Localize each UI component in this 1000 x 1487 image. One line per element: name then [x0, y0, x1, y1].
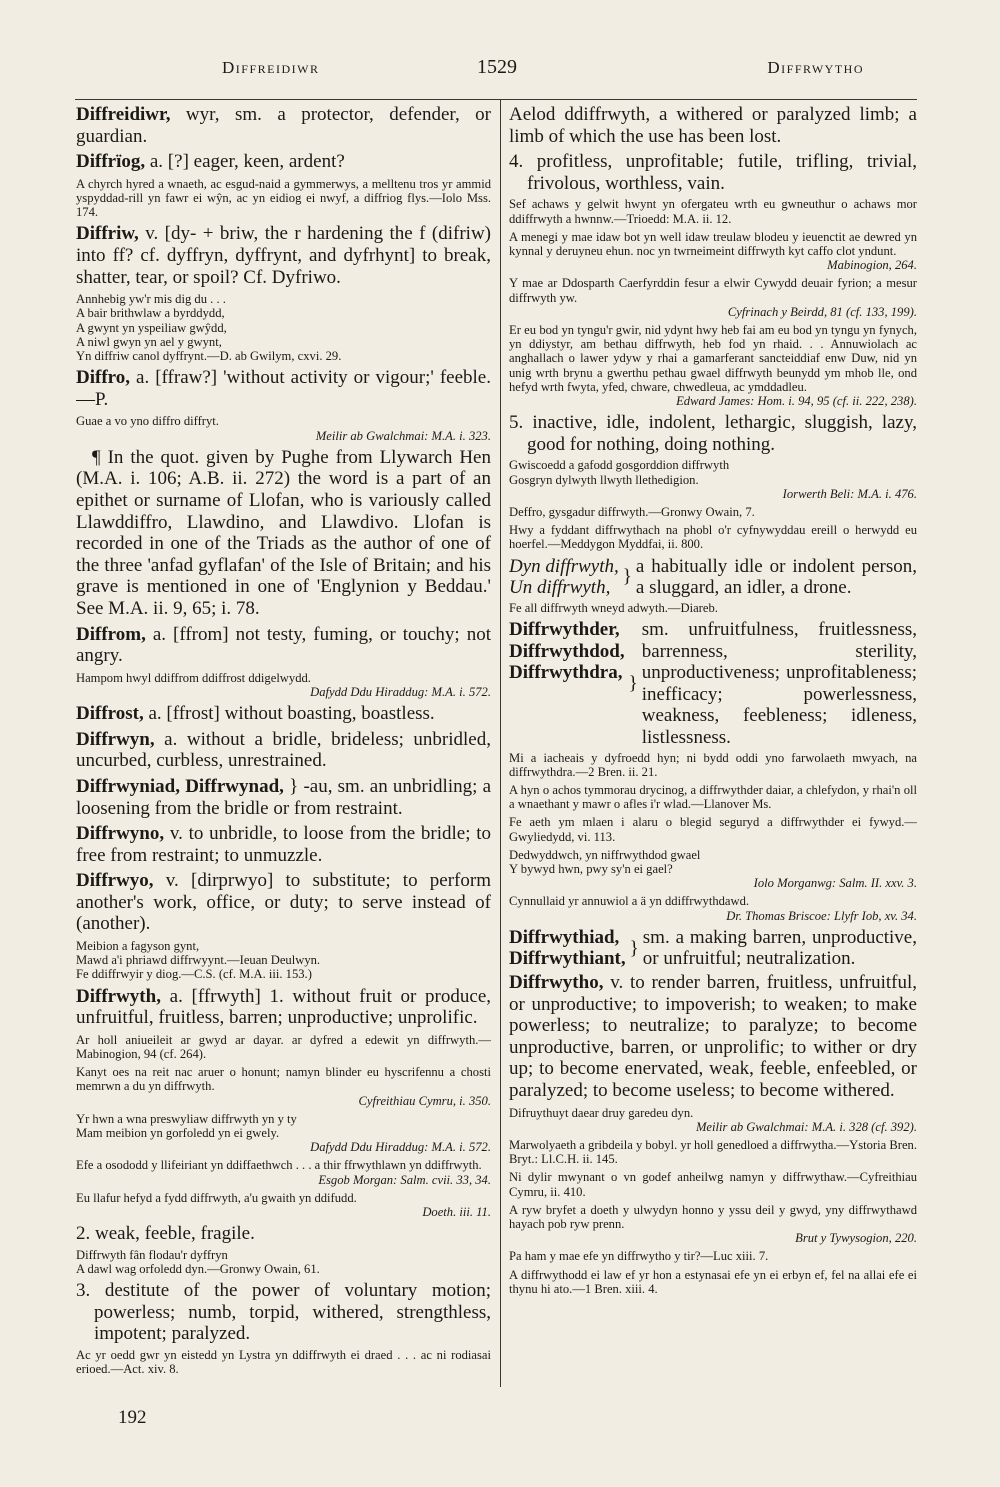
definition: a. [ffrom] not testy, fuming, or touchy; not angry. [76, 623, 491, 667]
quotation-text: A diffrwythodd ei law ef yr hon a estynasai efe yn ei erbyn ef, fel na allai efe ei thynu hi ato.—1 Bren. xiii. 4. [509, 1267, 917, 1296]
signature-mark: 192 [118, 1407, 147, 1428]
quotation [509, 1138, 917, 1166]
verse-line: Yn diffriw canol dyffrynt.—D. ab Gwilym, cxvi. 29. [76, 348, 342, 363]
quotation-source: Iorwerth Beli: M.A. i. 476. [782, 486, 917, 501]
quotation-text: Fe ddiffrwyir y diog.—C.S. (cf. M.A. iii. 153.) [76, 967, 312, 982]
headword: Diffrwythiant, [509, 948, 626, 970]
quotation-source: Doeth. iii. 11. [422, 1205, 491, 1220]
phrase: Dyn diffrwyth, [509, 555, 619, 577]
entry-diffrom [76, 624, 491, 667]
quotation [76, 1033, 491, 1061]
verse-line: Gwiscoedd a gafodd gosgorddion diffrwyth [509, 458, 730, 473]
entry-diffrwyth [76, 986, 491, 1029]
quotation-text: Efe a osododd y llifeiriant yn ddiffaethwch . . . a thir ffrwythlawn yn ddiffrwyth. [76, 1158, 482, 1173]
quotation-source: Edward James: Hom. i. 94, 95 (cf. ii. 222, 238). [676, 394, 917, 409]
entry-diffrwytho [509, 972, 917, 1102]
right-column [509, 104, 917, 1404]
entry-diffrwythiad [509, 927, 917, 970]
headword: Diffrwyno, [76, 823, 165, 845]
quotation-text: Fe aeth ym mlaen i alaru o blegid seguryd a diffrwythder ei fywyd.—Gwyliedydd, vi. 113. [509, 815, 917, 844]
quotation-text: Ni dylir mwynant o vn godef anheilwg namyn y diffrwythaw.—Cyfreithiau Cymru, ii. 410. [509, 1170, 917, 1199]
quotation [76, 1191, 491, 1219]
header-left-guideword: Diffreidiwr [222, 58, 320, 77]
definition: wyr, sm. a protector, defender, or guardian. [76, 104, 491, 147]
quotation-text: Ar holl aniueileit ar gwyd ar dayar. ar dyfred a edewit yn diffrwyth.—Mabinogion, 94 (cf. 264). [76, 1032, 491, 1062]
headword: Diffrwyniad, [76, 775, 180, 797]
brace: } [622, 566, 632, 588]
entry-diffriw [76, 223, 491, 288]
quotation-text: Ac yr oedd gwr yn eistedd yn Lystra yn ddiffrwyth ei draed . . . ac ni rodiasai erioed.—Act. xiv. 8. [76, 1348, 491, 1377]
headword: Diffrost, [76, 703, 144, 725]
quotation [76, 939, 491, 982]
continued-sense: Aelod ddiffrwyth, a withered or paralyzed limb; a limb of which the use has been lost. [509, 104, 917, 147]
verse-line: Mam meibion yn gorfoledd yn ei gwely. [76, 1126, 280, 1141]
headword: Diffrwythiad, [509, 926, 620, 948]
quotation-text: Kanyt oes na reit nac aruer o honunt; namyn blinder eu hyscrifennu a chosti memrwn a du yn diffrwyth. [76, 1065, 491, 1094]
brace: } [628, 673, 638, 694]
quotation [509, 848, 917, 891]
quotation [509, 1203, 917, 1246]
quotation [509, 894, 917, 922]
quotation-text: Sef achaws y gelwit hwynt yn ofergateu wrth eu gwneuthur o achaws mor ddiffrwyth a hwnnw.—Trioedd: M.A. ii. 12. [509, 197, 917, 226]
headword: Diffrwythdod, [509, 640, 625, 662]
verse-line: A bair brithwlaw a byrddydd, [76, 306, 225, 321]
quotation-text: Marwolyaeth a gribdeila y bobyl. yr holl genedloed a diffrwytha.—Ystoria Bren. Bryt.: Ll.C.H. ii. 145. [509, 1137, 917, 1167]
brace-heads [509, 927, 626, 970]
verse-line: A dawl wag orfoledd dyn.—Gronwy Owain, 61. [76, 1262, 320, 1277]
sense-3: 3. destitute of the power of voluntary motion; powerless; numb, torpid, withered, strengthless, impotent; paralyzed. [76, 1280, 491, 1345]
quotation [509, 1268, 917, 1296]
entry-diffrost [76, 703, 491, 725]
definition: a. [ffrost] without boasting, boastless. [143, 703, 435, 725]
entry-diffrwyn [76, 729, 491, 772]
header-right-guideword: Diffrwytho [767, 58, 864, 77]
headword: Diffrwynad, [185, 775, 284, 797]
column-divider [500, 99, 501, 1387]
headword: Diffrwyth, [76, 985, 161, 1007]
definition: } -au, sm. an unbridling; a loosening from the bridle or from restraint. [76, 775, 491, 819]
brace-heads [509, 556, 619, 599]
quotation-source: Iolo Morganwg: Salm. II. xxv. 3. [753, 876, 917, 891]
running-header [70, 58, 950, 88]
quotation [509, 815, 917, 843]
quotation [509, 458, 917, 501]
headword: Diffrwytho, [509, 972, 604, 993]
verse-line: A gwynt yn yspeiliaw gwŷdd, [76, 320, 227, 335]
sense-5: 5. inactive, idle, indolent, lethargic, sluggish, lazy, good for nothing, doing nothing. [509, 412, 917, 455]
headword: Diffrwyo, [76, 870, 154, 892]
quotation-text: A menegi y mae idaw bot yn well idaw treulaw blodeu y ieuenctit ae dewred yn kynnal y deruyneu ehun. noc yn twrneimeint diffrwyth kyt caffo clot yndunt. [509, 229, 917, 258]
phrase-dyn-diffrwyth [509, 556, 917, 599]
editorial-note: ¶ In the quot. given by Pughe from Llywarch Hen (M.A. i. 106; A.B. ii. 272) the word is a part of an epithet or surname of Llofan, who is variously called Llawddiffro, Llawdino, and Llawdivo. Llofan is recorded in one of the Triads as the author of one of the three 'anfad gyflafan' of the Isle of Britain; and his grave is mentioned in one of 'Englynion y Beddau.' See M.A. ii. 9, 65; i. 78. [76, 446, 491, 619]
quotation-text: Guae a vo yno diffro diffryt. [76, 414, 219, 429]
quotation [509, 523, 917, 551]
quotation-source: Cyfrinach y Beirdd, 81 (cf. 133, 199). [727, 304, 917, 319]
quotation [76, 1158, 491, 1186]
quotation-text: Cynnullaid yr annuwiol a ä yn ddiffrwythdawd. [509, 894, 750, 909]
quotation [509, 230, 917, 273]
quotation-text: Mi a iacheais y dyfroedd hyn; ni bydd oddi yno farwolaeth mwyach, na diffrwythdra.—2 Bren. ii. 21. [509, 750, 917, 779]
quotation-text: Fe all diffrwyth wneyd adwyth.—Diareb. [509, 600, 718, 615]
headword: Diffrwyn, [76, 728, 155, 750]
quotation-source: Dafydd Ddu Hiraddug: M.A. i. 572. [310, 1140, 491, 1155]
quotation [76, 1112, 491, 1155]
entry-diffriog [76, 151, 491, 173]
left-column [76, 104, 491, 1444]
definition: a. [?] eager, keen, ardent? [145, 151, 345, 173]
verse-line: Y bywyd hwn, pwy sy'n ei gael? [509, 862, 673, 876]
quotation-text: Eu llafur hefyd a fydd diffrwyth, a'u gwaith yn ddifudd. [76, 1190, 357, 1205]
brace: } [629, 937, 639, 959]
headword: Diffriw, [76, 223, 139, 245]
quotation [76, 414, 491, 442]
quotation-text: Pa ham y mae efe yn diffrwytho y tir?—Luc xiii. 7. [509, 1249, 769, 1264]
phrase: Un diffrwyth, [509, 577, 611, 599]
quotation [76, 177, 491, 220]
quotation [76, 1248, 491, 1276]
quotation [509, 1106, 917, 1134]
quotation-source: Meilir ab Gwalchmai: M.A. i. 328 (cf. 392). [695, 1119, 917, 1134]
quotation-text: Difruythuyt daear druy garedeu dyn. [509, 1105, 694, 1120]
quotation [509, 751, 917, 779]
entry-diffro [76, 367, 491, 410]
verse-line: Mawd a'i phriawd diffrwyynt.—Ieuan Deulwyn. [76, 953, 321, 968]
quotation-text: Y mae ar Ddosparth Caerfyrddin fesur a elwir Cywydd deuair fyrion; a mesur diffrwyth yw. [509, 276, 917, 305]
quotation [76, 292, 491, 363]
sense-2: 2. weak, feeble, fragile. [76, 1223, 255, 1245]
definition: a. [ffraw?] 'without activity or vigour;' feeble.—P. [76, 367, 491, 410]
definition: a. without a bridle, brideless; unbridled, uncurbed, curbless, unrestrained. [76, 728, 491, 772]
quotation [509, 783, 917, 811]
quotation [509, 197, 917, 225]
page-number: 1529 [477, 56, 517, 78]
verse-line: Annhebig yw'r mis dig du . . . [76, 292, 226, 307]
quotation [509, 1170, 917, 1198]
quotation-source: Brut y Tywysogion, 220. [795, 1231, 917, 1246]
quotation [509, 601, 917, 615]
quotation-source: Dafydd Ddu Hiraddug: M.A. i. 572. [310, 684, 491, 699]
quotation [509, 323, 917, 408]
definition: v. to render barren, fruitless, unfruitful, or unproductive; to impoverish; to weaken; to make powerless; to neutralize; to paralyze; to become unproductive, barren, or unprolific; to wither or dry up; to become enervated, weak, feeble, enfeebled, or paralyzed; to become useless; to become withered. [509, 972, 917, 1101]
verse-line: Dedwyddwch, yn niffrwythdod gwael [509, 847, 701, 862]
entry-diffrwyniad [76, 776, 491, 819]
quotation-source: Mabinogion, 264. [827, 258, 917, 273]
brace-heads [509, 619, 625, 749]
quotation-text: A chyrch hyred a wnaeth, ac esgud-naid a gymmerwys, a melltenu tros yr ammid yspyddad-rill yn fawr ei wŷn, ac yn eidiog ei nwyf, a diffriog flys.—Iolo Mss. 174. [76, 176, 491, 220]
quotation-text: A ryw bryfet a doeth y ulwydyn honno y yssu deil y gwyd, yny diffrwythawd hayach pob ryw prenn. [509, 1202, 917, 1231]
definition: sm. a making barren, unproductive, or unfruitful; neutralization. [642, 926, 917, 970]
quotation [76, 671, 491, 699]
headword: Diffrom, [76, 623, 146, 645]
header-rule [75, 99, 917, 100]
quotation-text: A hyn o achos tymmorau drycinog, a diffrwythder daiar, a chlefydon, y rhai'n oll a wnaethant y mawr o afles i'r wlad.—Llanover Ms. [509, 782, 917, 812]
headword: Diffrïog, [76, 151, 146, 173]
quotation [509, 505, 917, 519]
quotation [76, 1348, 491, 1376]
quotation [76, 1065, 491, 1108]
quotation-source: Esgob Morgan: Salm. cvii. 33, 34. [318, 1172, 491, 1187]
quotation-text: Deffro, gysgadur diffrwyth.—Gronwy Owain, 7. [509, 505, 755, 520]
definition: a habitually idle or indolent person, a sluggard, an idler, a drone. [635, 555, 917, 599]
headword: Diffrwythdra, [509, 662, 623, 684]
definition: v. [dy- + briw, the r hardening the f (difriw) into ff? cf. dyffryn, dyffrynt, and dyfrhynt] to break, shatter, tear, or spoil? Cf. Dyfriwo. [76, 223, 491, 288]
definition: sm. unfruitfulness, fruitlessness, barrenness, sterility, unproductiveness; unprofitableness; inefficacy; powerlessness, weakness, feebleness; idleness, listlessness. [641, 619, 917, 748]
verse-line: Meibion a fagyson gynt, [76, 939, 200, 954]
quotation [509, 1249, 917, 1263]
verse-line: Gosgryn dylwyth llwyth llethedigion. [509, 472, 699, 487]
entry-diffreidiwr [76, 104, 491, 147]
headword: Diffro, [76, 367, 130, 389]
verse-line: Yr hwn a wna preswyliaw diffrwyth yn y ty [76, 1111, 297, 1126]
quotation-text: Er eu bod yn tyngu'r gwir, nid ydynt hwy heb fai am eu bod yn tyngu yn fynych, yn ddiystyr, am bethau diffrwyth, heb fod yn rhaid. . . Annuwiolach ac anghallach o lawer ydyw y rhai a gamarferant sancteiddiaf enw Duw, nid yn unig wrth brynu a gwerthu pethau gwael diffrwyth beunydd ym mhob lle, ond hefyd wrth fwyta, yfed, chware, chwedleua, ac ymddadleu. [509, 323, 917, 394]
headword: Diffrwythder, [509, 619, 620, 641]
quotation-source: Dr. Thomas Briscoe: Llyfr Iob, xv. 34. [726, 908, 917, 923]
definition: v. [dirprwyo] to substitute; to perform another's work, office, or duty; to serve instead of (another). [76, 870, 491, 935]
verse-line: A niwl gwyn yn ael y gwynt, [76, 334, 222, 349]
quotation-source: Cyfreithiau Cymru, i. 350. [358, 1093, 491, 1108]
headword: Diffreidiwr, [76, 104, 171, 125]
quotation [509, 276, 917, 319]
entry-diffrwythder [509, 619, 917, 749]
verse-line: Diffrwyth fân flodau'r dyffryn [76, 1247, 228, 1262]
sense-4: 4. profitless, unprofitable; futile, trifling, trivial, frivolous, worthless, vain. [509, 151, 917, 194]
quotation-text: Hampom hwyl ddiffrom ddiffrost ddigelwydd. [76, 670, 311, 685]
definition: v. to unbridle, to loose from the bridle; to free from restraint; to unmuzzle. [76, 823, 491, 866]
quotation-source: Meilir ab Gwalchmai: M.A. i. 323. [315, 428, 491, 443]
entry-diffrwyno [76, 823, 491, 866]
quotation-text: Hwy a fyddant diffrwythach na phobl o'r cyfnywyddau ereill o herwydd eu hoerfel.—Meddygon Myddfai, ii. 800. [509, 523, 917, 552]
definition: a. [ffrwyth] 1. without fruit or produce, unfruitful, fruitless, barren; unproductive; unprolific. [76, 985, 491, 1029]
entry-diffrwyo [76, 870, 491, 935]
